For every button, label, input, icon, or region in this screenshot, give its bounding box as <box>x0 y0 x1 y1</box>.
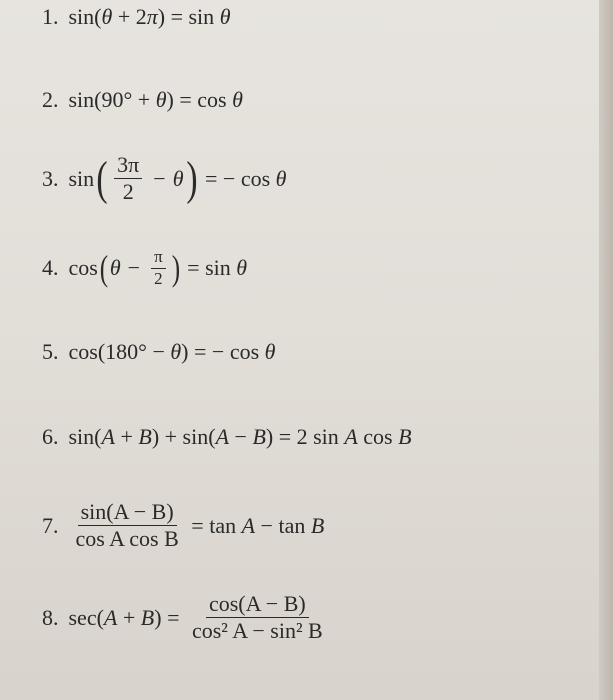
problem-2 <box>42 87 243 113</box>
page-edge-shadow <box>599 0 613 700</box>
problem-5 <box>42 339 275 365</box>
problem-4: 4. cos ( θ − $\frac{\pi}{2}$ ) = sin θ <box>42 247 248 289</box>
fraction-sin-over-coscos: $\frac{\sin(A - B)}{\text{cos A cos B}}$ <box>75 499 179 552</box>
fraction-cos-over-diff: $\frac{\cos(A - B)}{\text{cos² A − sin² B}}$ <box>191 591 323 644</box>
equation-6: sin(A + B) + sin(A − B) = 2 sin A cos B <box>68 424 412 449</box>
problem-number: 6. <box>42 424 59 449</box>
problem-number: 1. <box>42 4 59 29</box>
equation-5: cos(180° − θ) = − cos θ <box>68 339 276 364</box>
fraction-pi-over-2: $\frac{\pi}{2}$ <box>151 248 166 288</box>
problem-number: 7. <box>42 512 59 538</box>
problem-number: 4. <box>42 255 59 281</box>
problem-number: 5. <box>42 339 59 364</box>
problem-number: 3. <box>42 165 59 191</box>
problem-number: 8. <box>42 604 59 630</box>
problem-7: 7. $\frac{\sin(A - B)}{\text{cos A cos B}}$ = tan A − tan B <box>42 499 325 552</box>
fraction-3pi-over-2: $\frac{3\pi}{2}$ <box>114 153 142 204</box>
problem-8: 8. sec(A + B) = $\frac{\cos(A - B)}{\text{cos² A − sin² B}}$ <box>42 592 330 643</box>
problem-1 <box>42 4 231 30</box>
problem-3: 3. sin ( $\frac{3\pi}{2}$ − θ ) = − cos θ <box>42 151 287 205</box>
problem-number: 2. <box>42 87 59 112</box>
problem-6 <box>42 424 412 450</box>
equation-1: sin(θ + 2π) = sin θ <box>68 4 231 29</box>
equation-2: sin(90° + θ) = cos θ <box>68 87 243 112</box>
bleed-through-marks <box>478 395 588 465</box>
